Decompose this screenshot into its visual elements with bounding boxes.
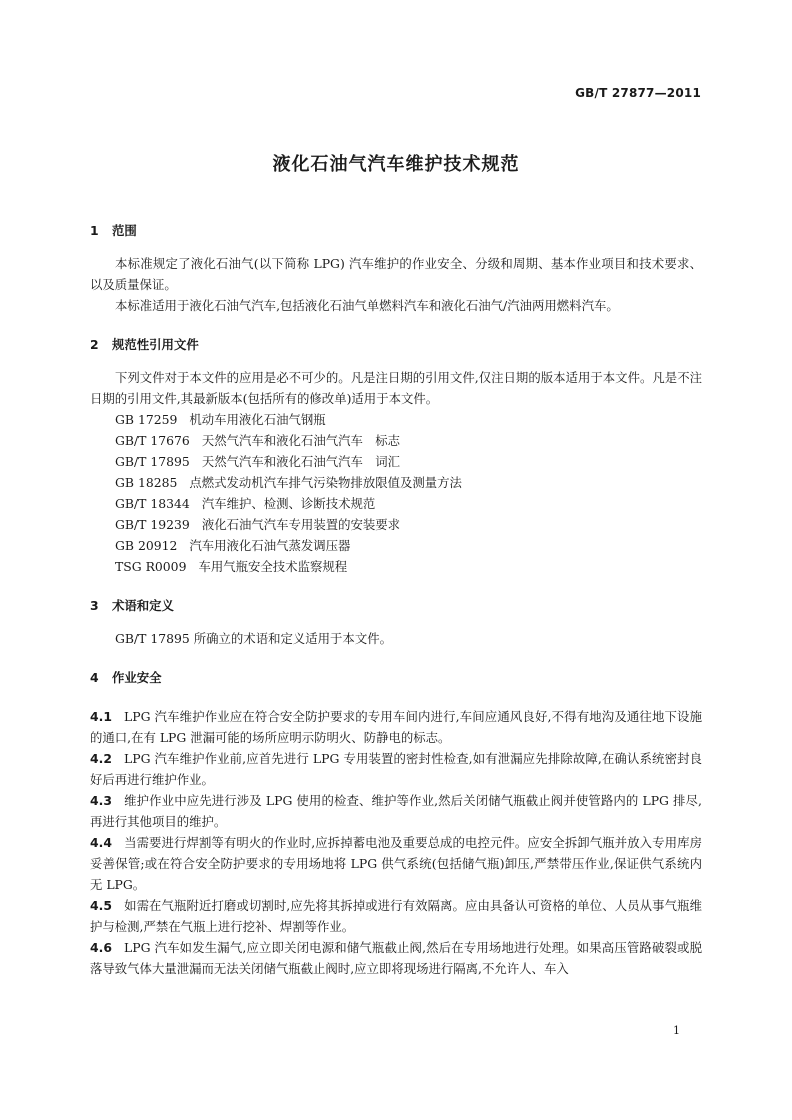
reference-item: [115, 493, 702, 514]
reference-code: GB/T 17895: [115, 454, 190, 469]
clause-text: 当需要进行焊割等有明火的作业时,应拆掉蓄电池及重要总成的电控元件。应安全拆卸气瓶并放入专用库房妥善保管;或在符合安全防护要求的专用场地将 LPG 供气系统(包括储气瓶)卸压,严禁带压作业,保证供气系统内无 LPG。: [90, 835, 702, 892]
clause-text: 维护作业中应先进行涉及 LPG 使用的检查、维护等作业,然后关闭储气瓶截止阀并使管路内的 LPG 排尽,再进行其他项目的维护。: [90, 793, 702, 829]
reference-code: GB/T 17676: [115, 433, 190, 448]
section-number: 2: [90, 337, 99, 352]
document-title: 液化石油气汽车维护技术规范: [272, 154, 520, 175]
clause-number: 4.1: [90, 709, 112, 724]
clause-number: 4.5: [90, 898, 112, 913]
section-number: 4: [90, 670, 99, 685]
page-number: 1: [673, 1024, 680, 1037]
section-1-heading: [90, 220, 702, 241]
section-title: 范围: [112, 223, 137, 238]
section-title: 规范性引用文件: [112, 337, 199, 352]
section-title: 作业安全: [112, 670, 162, 685]
reference-code: GB 20912: [115, 538, 178, 553]
reference-list: [90, 409, 702, 577]
reference-title: 汽车维护、检测、诊断技术规范: [201, 496, 376, 511]
clause-4-1: [90, 706, 702, 748]
clause-text: LPG 汽车维护作业应在符合安全防护要求的专用车间内进行,车间应通风良好,不得有地沟及通往地下设施的通口,在有 LPG 泄漏可能的场所应明示防明火、防静电的标志。: [90, 709, 702, 745]
clause-4-4: [90, 832, 702, 895]
section-number: 1: [90, 223, 99, 238]
clause-4-6: [90, 937, 702, 979]
section-2-heading: [90, 334, 702, 355]
paragraph: 本标准适用于液化石油气汽车,包括液化石油气单燃料汽车和液化石油气/汽油两用燃料汽车。: [115, 298, 619, 313]
clause-4-3: [90, 790, 702, 832]
clause-number: 4.2: [90, 751, 112, 766]
reference-item: [115, 430, 702, 451]
reference-title: 汽车用液化石油气蒸发调压器: [189, 538, 351, 553]
reference-title: 机动车用液化石油气钢瓶: [189, 412, 326, 427]
reference-title: 天然气汽车和液化石油气汽车 词汇: [201, 454, 401, 469]
reference-code: GB 18285: [115, 475, 178, 490]
clause-text: 如需在气瓶附近打磨或切割时,应先将其拆掉或进行有效隔离。应由具备认可资格的单位、人员从事气瓶维护与检测,严禁在气瓶上进行挖补、焊割等作业。: [90, 898, 702, 934]
section-number: 3: [90, 598, 99, 613]
clause-number: 4.3: [90, 793, 112, 808]
paragraph: GB/T 17895 所确立的术语和定义适用于本文件。: [115, 631, 392, 646]
reference-item: [115, 535, 702, 556]
reference-item: [115, 514, 702, 535]
clause-4-2: [90, 748, 702, 790]
reference-item: [115, 409, 702, 430]
clause-text: LPG 汽车维护作业前,应首先进行 LPG 专用装置的密封性检查,如有泄漏应先排除故障,在确认系统密封良好后再进行维护作业。: [90, 751, 702, 787]
reference-code: GB/T 18344: [115, 496, 190, 511]
clause-4-5: [90, 895, 702, 937]
paragraph: 本标准规定了液化石油气(以下简称 LPG) 汽车维护的作业安全、分级和周期、基本作业项目和技术要求、以及质量保证。: [90, 256, 702, 292]
standard-code: GB/T 27877—2011: [575, 86, 701, 100]
reference-code: TSG R0009: [115, 559, 187, 574]
reference-item: [115, 472, 702, 493]
reference-title: 车用气瓶安全技术监察规程: [198, 559, 348, 574]
section-4-heading: [90, 667, 702, 688]
section-3-heading: [90, 595, 702, 616]
clause-text: LPG 汽车如发生漏气,应立即关闭电源和储气瓶截止阀,然后在专用场地进行处理。如果高压管路破裂或脱落导致气体大量泄漏而无法关闭储气瓶截止阀时,应立即将现场进行隔离,不允许人、车入: [90, 940, 702, 976]
section-title: 术语和定义: [112, 598, 174, 613]
reference-item: [115, 451, 702, 472]
reference-title: 点燃式发动机汽车排气污染物排放限值及测量方法: [189, 475, 462, 490]
document-body: [90, 220, 702, 979]
reference-item: [115, 556, 702, 577]
reference-code: GB 17259: [115, 412, 178, 427]
reference-code: GB/T 19239: [115, 517, 190, 532]
clause-number: 4.4: [90, 835, 112, 850]
clause-number: 4.6: [90, 940, 112, 955]
reference-title: 天然气汽车和液化石油气汽车 标志: [201, 433, 401, 448]
paragraph: 下列文件对于本文件的应用是必不可少的。凡是注日期的引用文件,仅注日期的版本适用于本文件。凡是不注日期的引用文件,其最新版本(包括所有的修改单)适用于本文件。: [90, 370, 702, 406]
reference-title: 液化石油气汽车专用装置的安装要求: [201, 517, 401, 532]
